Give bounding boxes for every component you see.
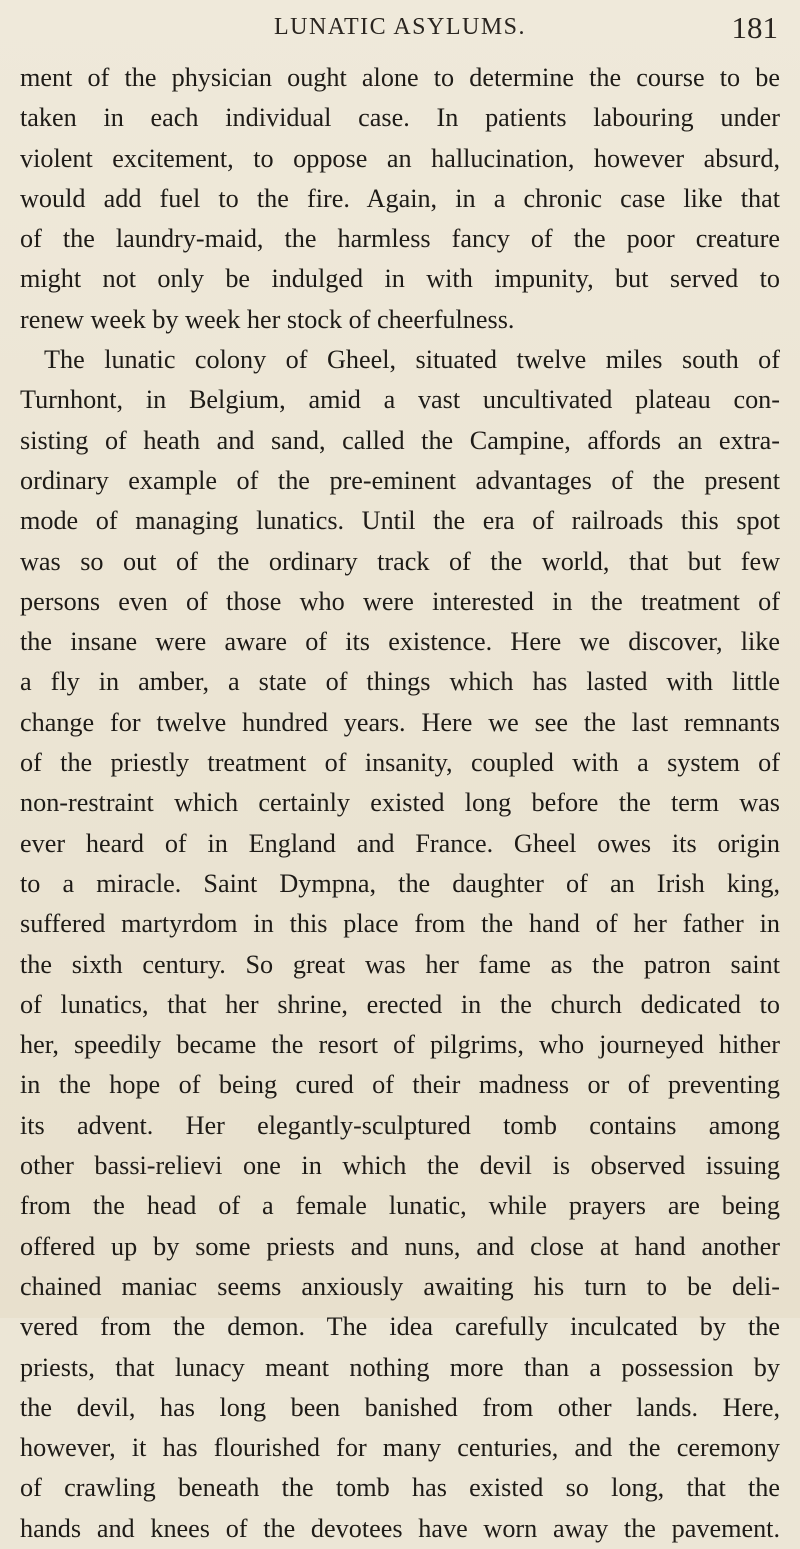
text-line: other bassi-relievi one in which the devil is observed issuing bbox=[20, 1151, 780, 1181]
text-line: vered from the demon. The idea carefully inculcated by the bbox=[20, 1312, 780, 1342]
text-line: change for twelve hundred years. Here we see the last remnants bbox=[20, 707, 780, 737]
text-line: of crawling beneath the tomb has existed so long, that the bbox=[20, 1473, 780, 1503]
text-line: violent excitement, to oppose an hallucination, however absurd, bbox=[20, 143, 780, 173]
text-line: priests, that lunacy meant nothing more than a possession by bbox=[20, 1352, 780, 1382]
text-line: non-restraint which certainly existed long before the term was bbox=[20, 788, 780, 818]
text-line: of lunatics, that her shrine, erected in the church dedicated to bbox=[20, 989, 780, 1019]
text-line: a fly in amber, a state of things which has lasted with little bbox=[20, 667, 780, 697]
text-line: of the priestly treatment of insanity, coupled with a system of bbox=[20, 748, 780, 778]
text-line: from the head of a female lunatic, while prayers are being bbox=[20, 1191, 780, 1221]
text-line: to a miracle. Saint Dympna, the daughter of an Irish king, bbox=[20, 868, 780, 898]
text-line: mode of managing lunatics. Until the era of railroads this spot bbox=[20, 506, 780, 536]
text-line: of the laundry-maid, the harmless fancy of the poor creature bbox=[20, 224, 780, 254]
text-line: the devil, has long been banished from other lands. Here, bbox=[20, 1392, 780, 1422]
text-line: the insane were aware of its existence. Here we discover, like bbox=[20, 627, 780, 657]
text-line: renew week by week her stock of cheerfulness. bbox=[20, 304, 515, 334]
text-line: was so out of the ordinary track of the world, that but few bbox=[20, 546, 780, 576]
running-title: LUNATIC ASYLUMS. bbox=[273, 14, 527, 40]
text-line: ordinary example of the pre-eminent advantages of the present bbox=[20, 465, 780, 495]
text-line: sisting of heath and sand, called the Campine, affords an extra- bbox=[20, 425, 780, 455]
text-line: taken in each individual case. In patients labouring under bbox=[20, 103, 780, 133]
body-text bbox=[20, 58, 780, 1549]
text-line: hands and knees of the devotees have worn away the pavement. bbox=[20, 1513, 780, 1543]
text-line: however, it has flourished for many centuries, and the ceremony bbox=[20, 1433, 780, 1463]
text-line: offered up by some priests and nuns, and close at hand another bbox=[20, 1231, 780, 1261]
text-line: the sixth century. So great was her fame as the patron saint bbox=[20, 949, 780, 979]
text-line: persons even of those who were interested in the treatment of bbox=[20, 586, 780, 616]
text-line: The lunatic colony of Gheel, situated twelve miles south of bbox=[44, 345, 780, 375]
running-head bbox=[0, 8, 800, 48]
text-line: Turnhont, in Belgium, amid a vast uncultivated plateau con- bbox=[20, 385, 780, 415]
text-line: its advent. Her elegantly-sculptured tomb contains among bbox=[20, 1110, 780, 1140]
text-line: ever heard of in England and France. Gheel owes its origin bbox=[20, 828, 780, 858]
text-line: suffered martyrdom in this place from the hand of her father in bbox=[20, 909, 780, 939]
page-number: 181 bbox=[731, 10, 778, 45]
text-line: might not only be indulged in with impunity, but served to bbox=[20, 264, 780, 294]
text-line: would add fuel to the fire. Again, in a chronic case like that bbox=[20, 183, 780, 213]
text-line: ment of the physician ought alone to determine the course to be bbox=[20, 63, 780, 92]
text-line: her, speedily became the resort of pilgrims, who journeyed hither bbox=[20, 1030, 780, 1060]
text-line: in the hope of being cured of their madness or of preventing bbox=[20, 1070, 780, 1100]
text-line: chained maniac seems anxiously awaiting his turn to be deli- bbox=[20, 1271, 780, 1301]
